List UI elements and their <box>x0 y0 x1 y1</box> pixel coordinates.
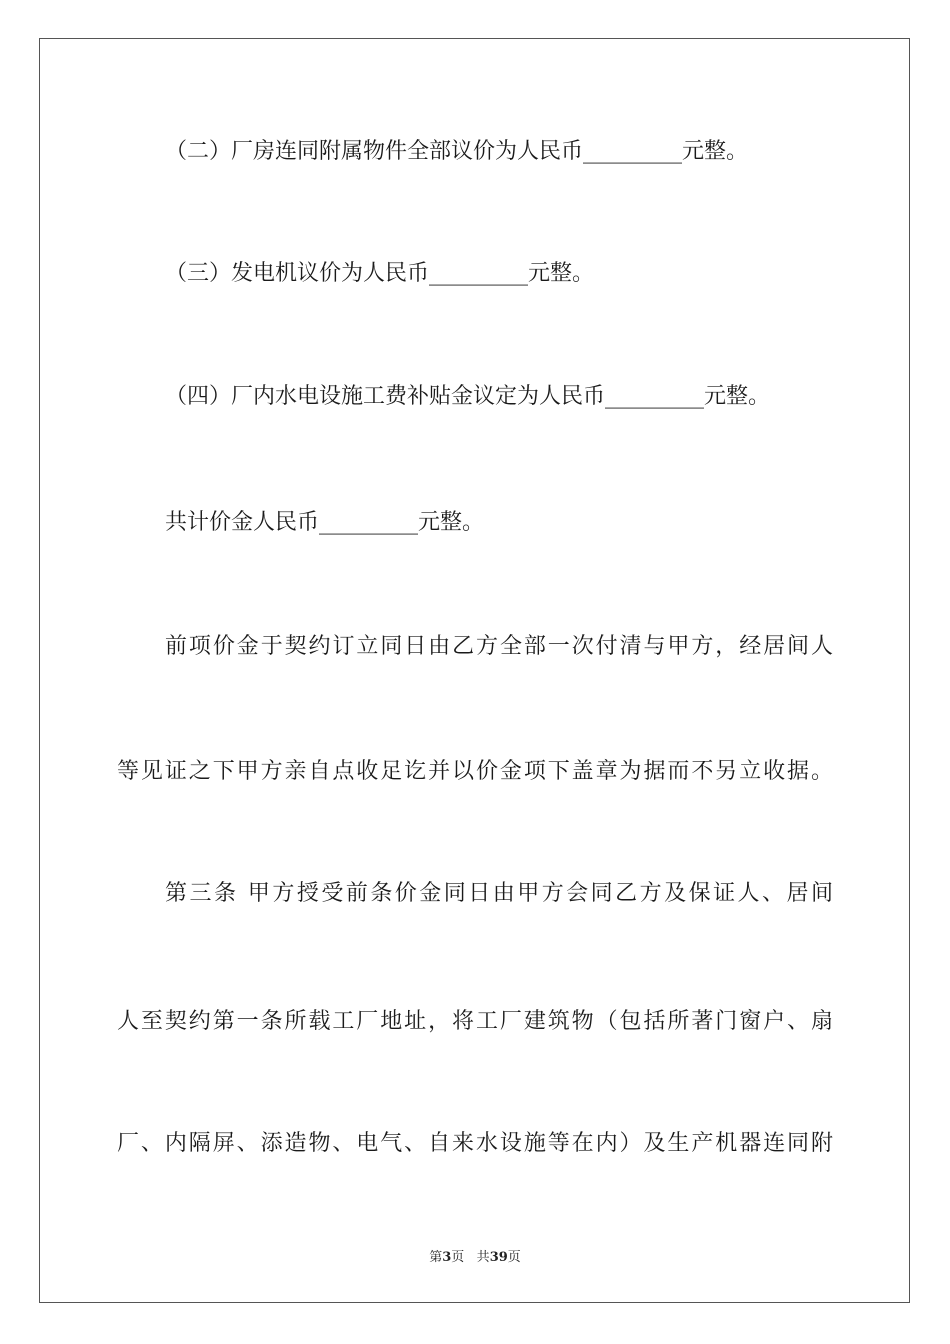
paragraph-line: （三）发电机议价为人民币_________元整。 <box>165 261 595 286</box>
paragraph-line: （二）厂房连同附属物件全部议价为人民币_________元整。 <box>165 139 749 164</box>
total-prefix: 共 <box>476 1250 490 1265</box>
paragraph-line: 厂、内隔屏、添造物、电气、自来水设施等在内）及生产机器连同附 <box>117 1131 833 1156</box>
total-suffix: 页 <box>507 1250 521 1265</box>
paragraph-line: （四）厂内水电设施工费补贴金议定为人民币_________元整。 <box>165 384 771 409</box>
paragraph-line: 等见证之下甲方亲自点收足讫并以价金项下盖章为据而不另立收据。 <box>117 759 833 784</box>
page-border <box>39 38 910 1303</box>
paragraph-line: 人至契约第一条所载工厂地址，将工厂建筑物（包括所著门窗户、扇 <box>117 1009 833 1034</box>
page-prefix: 第 <box>429 1250 443 1265</box>
paragraph-line: 第三条 甲方授受前条价金同日由甲方会同乙方及保证人、居间 <box>165 881 833 906</box>
page-footer <box>0 1246 950 1265</box>
page-suffix: 页 <box>451 1250 465 1265</box>
total-pages: 39 <box>489 1250 508 1265</box>
page-number: 3 <box>442 1250 452 1265</box>
paragraph-line: 共计价金人民币_________元整。 <box>165 510 485 535</box>
paragraph-line: 前项价金于契约订立同日由乙方全部一次付清与甲方，经居间人 <box>165 634 833 659</box>
